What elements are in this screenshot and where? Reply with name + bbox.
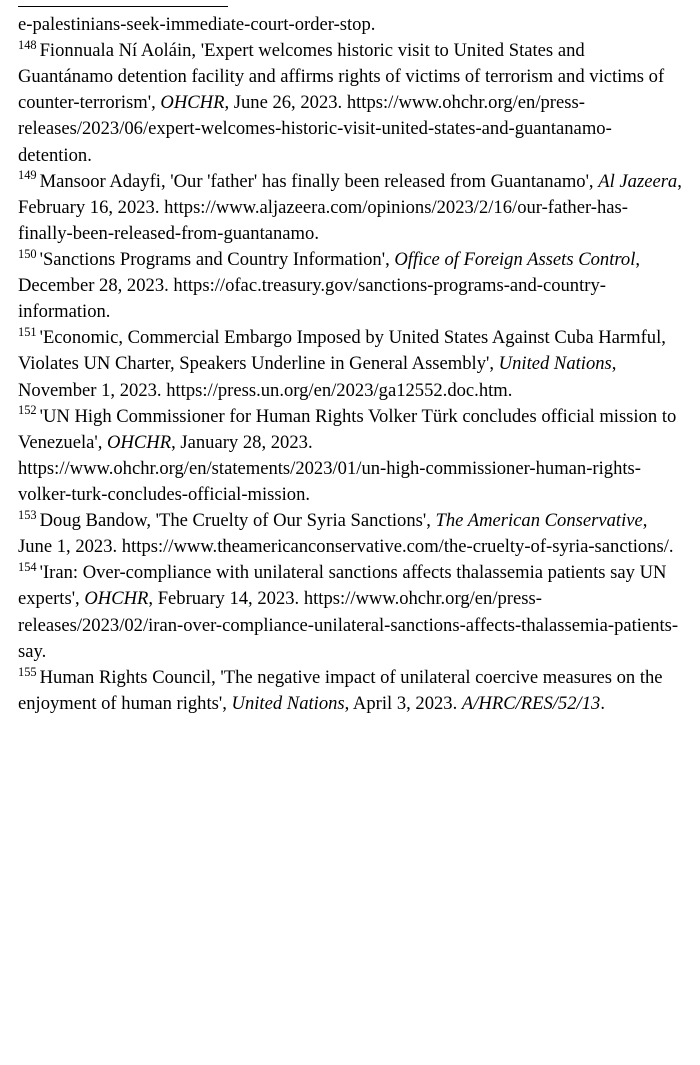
footnote-entry: [18, 665, 682, 717]
footnote-separator-rule: [18, 6, 228, 7]
footnote-entries: [18, 38, 682, 717]
footnote-entry: [18, 560, 682, 664]
footnote-text: Fionnuala Ní Aoláin, 'Expert welcomes historic visit to United States and Guantánamo detention facility and affirms rights of victims of terrorism and victims of counter-terrorism',: [18, 40, 665, 114]
footnote-number: 152: [18, 403, 37, 418]
footnote-text: 'Sanctions Programs and Country Information',: [39, 248, 395, 270]
footnote-text: , December 28, 2023. https://ofac.treasury.gov/sanctions-programs-and-country-information.: [18, 248, 641, 323]
footnote-text: , November 1, 2023. https://press.un.org/en/2023/ga12552.doc.htm.: [18, 353, 617, 401]
footnote-source-title: OHCHR: [107, 431, 172, 453]
footnote-text: , February 16, 2023. https://www.aljazeera.com/opinions/2023/2/16/our-father-has-finally-been-released-from-guantanamo.: [18, 170, 682, 244]
footnote-entry: [18, 38, 682, 169]
footnote-text: , April 3, 2023.: [344, 692, 462, 714]
footnote-text: Mansoor Adayfi, 'Our 'father' has finally been released from Guantanamo',: [39, 170, 599, 192]
footnote-number: 154: [18, 560, 37, 575]
footnote-text: 'Economic, Commercial Embargo Imposed by United States Against Cuba Harmful, Violates UN Charter, Speakers Underline in General Assembly',: [18, 327, 666, 375]
footnote-source-title: United Nations: [498, 353, 612, 375]
footnote-text: , February 14, 2023. https://www.ohchr.org/en/press-releases/2023/02/iran-over-compliance-unilateral-sanctions-affects-thalassemia-patients-say.: [18, 588, 679, 662]
footnote-source-title: Office of Foreign Assets Control: [394, 248, 636, 270]
footnote-text: .: [600, 692, 605, 714]
footnote-number: 151: [18, 325, 37, 340]
footnote-entry: [18, 325, 682, 403]
footnote-number: 148: [18, 37, 37, 52]
footnote-number: 153: [18, 507, 37, 522]
footnote-source-title: OHCHR: [84, 588, 149, 610]
footnote-number: 149: [18, 168, 37, 183]
footnotes-list: [18, 0, 682, 717]
footnote-entry: [18, 508, 682, 560]
footnote-text: 'Iran: Over-compliance with unilateral sanctions affects thalassemia patients say UN experts',: [18, 562, 667, 610]
footnote-source-title: A/HRC/RES/52/13: [461, 692, 601, 714]
footnote-number: 155: [18, 664, 37, 679]
footnote-text: 'UN High Commissioner for Human Rights Volker Türk concludes official mission to Venezuela',: [18, 405, 677, 453]
footnote-text: Human Rights Council, 'The negative impact of unilateral coercive measures on the enjoyment of human rights',: [18, 666, 663, 714]
footnote-entry: [18, 169, 682, 247]
footnote-text: , January 28, 2023. https://www.ohchr.org/en/statements/2023/01/un-high-commissioner-human-rights-volker-turk-concludes-official-mission.: [18, 431, 641, 505]
footnote-source-title: United Nations: [231, 692, 345, 714]
footnote-entry: [18, 404, 682, 508]
footnote-continuation: e-palestinians-seek-immediate-court-order-stop.: [18, 14, 376, 35]
footnote-source-title: Al Jazeera: [598, 170, 678, 192]
footnote-number: 150: [18, 246, 37, 261]
footnote-source-title: The American Conservative: [435, 510, 643, 532]
footnote-source-title: OHCHR: [160, 92, 225, 114]
footnote-entry: [18, 247, 682, 325]
footnote-text: , June 26, 2023. https://www.ohchr.org/en/press-releases/2023/06/expert-welcomes-historic-visit-united-states-and-guantanamo-detention.: [18, 92, 612, 166]
footnote-text: , June 1, 2023. https://www.theamericanconservative.com/the-cruelty-of-syria-sanctions/.: [18, 510, 674, 558]
footnote-text: Doug Bandow, 'The Cruelty of Our Syria Sanctions',: [39, 510, 436, 532]
